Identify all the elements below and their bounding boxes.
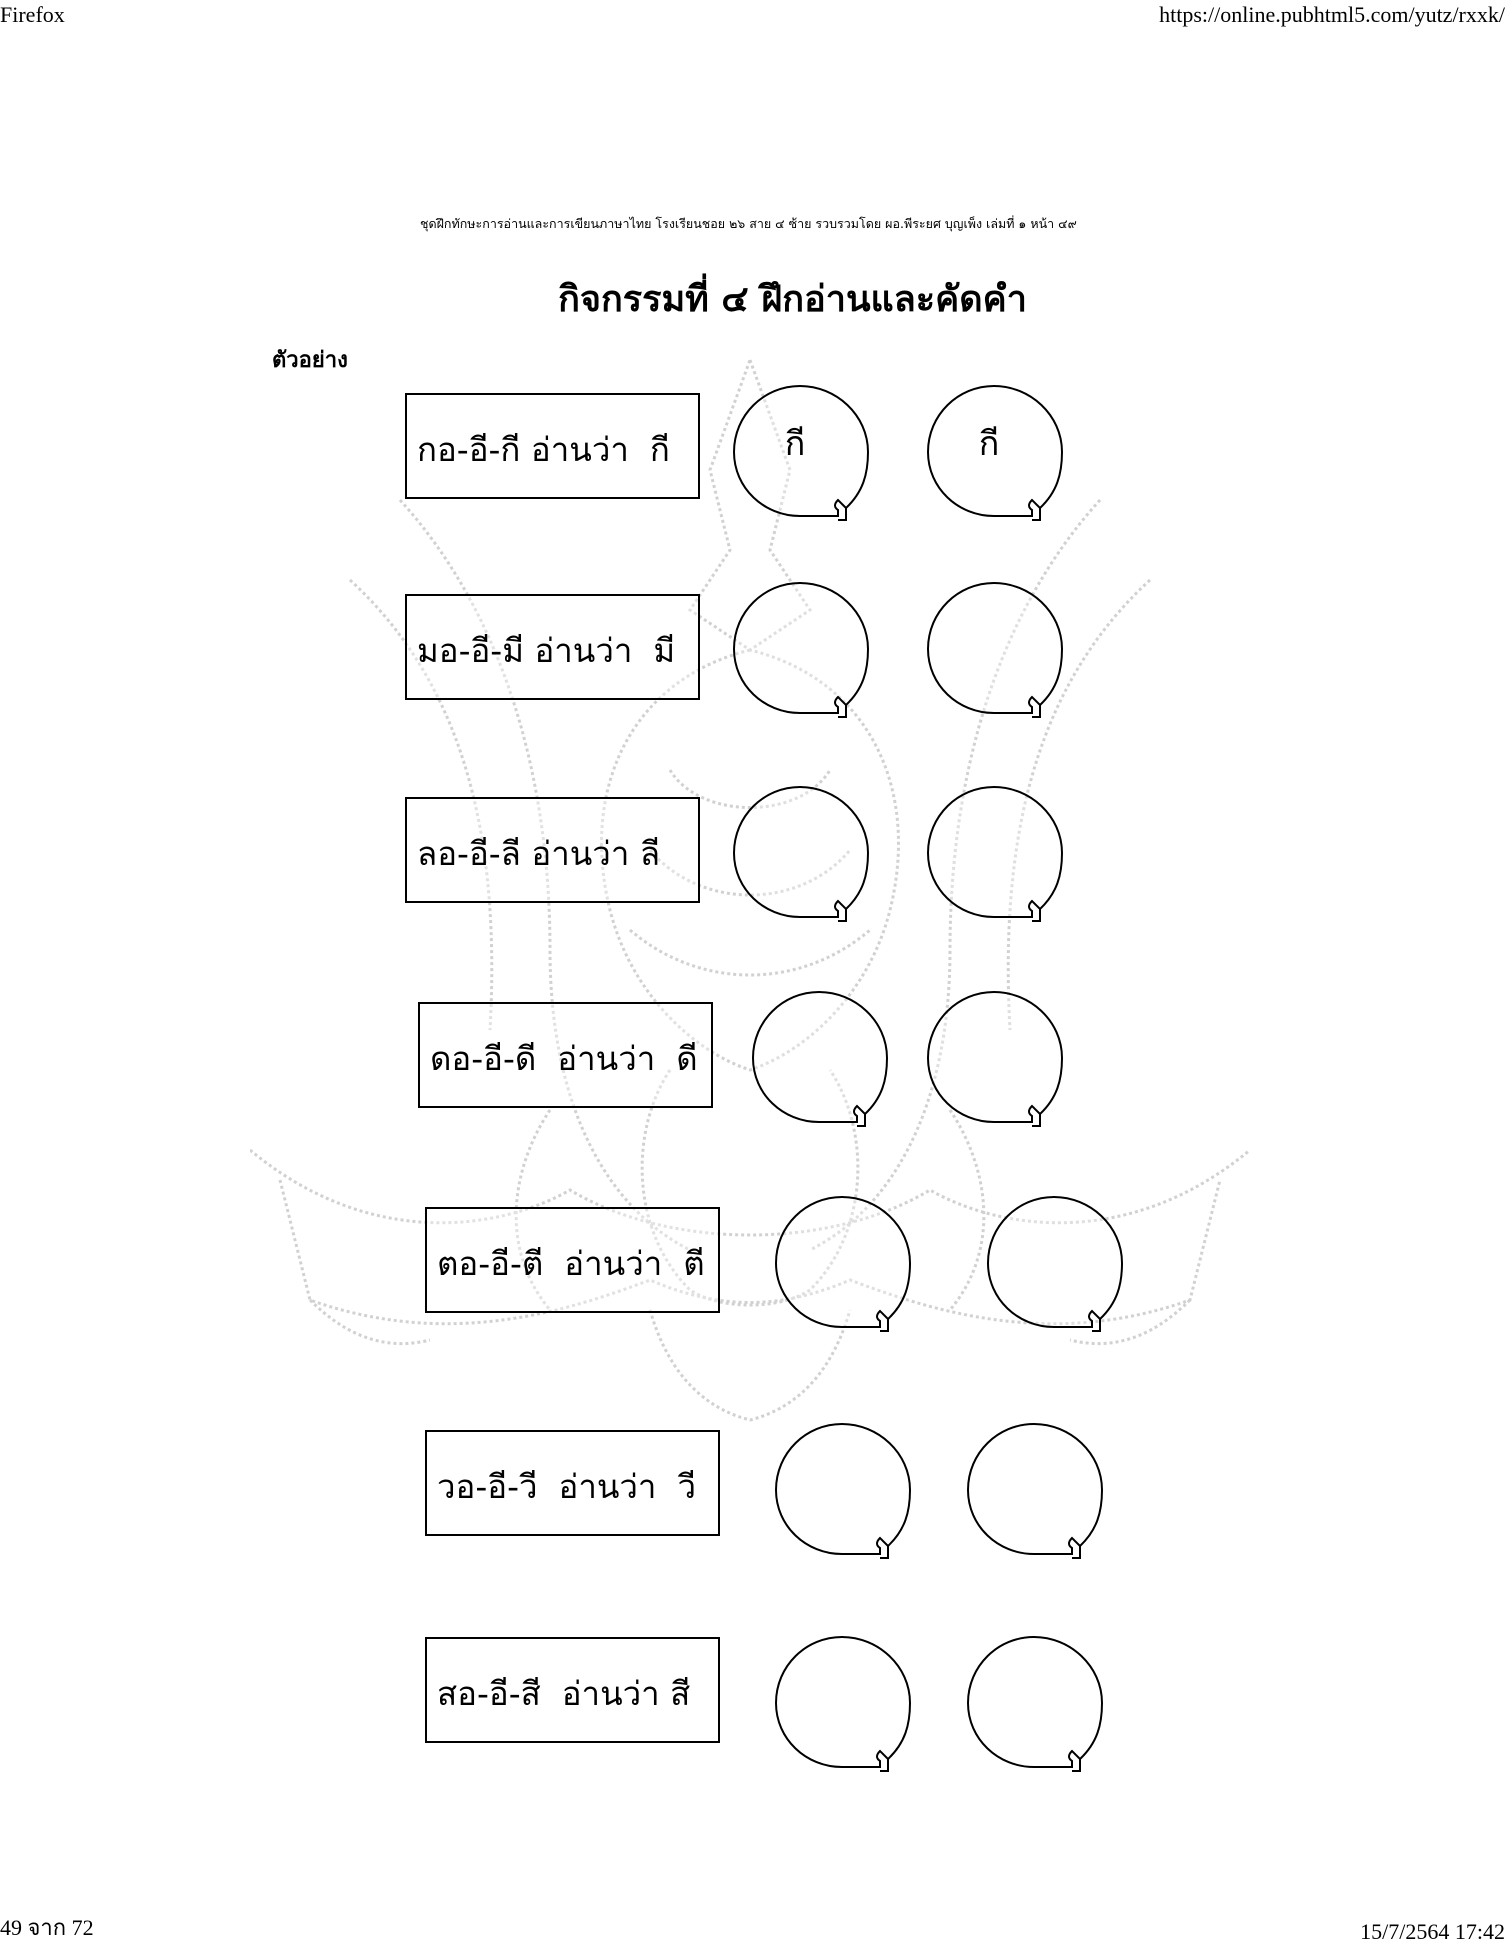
bubble-character [982,1191,1116,1319]
example-label: ตัวอย่าง [272,348,348,373]
writing-bubble [922,380,1072,530]
page-counter: 49 จาก 72 [0,1915,94,1940]
writing-bubble [922,986,1072,1136]
bubble-character [922,986,1056,1114]
bubble-character [962,1631,1096,1759]
browser-app-name: Firefox [0,2,65,27]
bubble-character [728,577,862,705]
reading-phrase-box: สอ-อี-สี อ่านว่า สี [425,1637,720,1743]
reading-phrase-box: ลอ-อี-ลี อ่านว่า ลี [405,797,700,903]
bubble-character: กี [784,424,806,464]
page-title: กิจกรรมที่ ๔ ฝึกอ่านและคัดคำ [558,279,1027,320]
bubble-character [770,1418,904,1546]
reading-phrase-box: วอ-อี-วี อ่านว่า วี [425,1430,720,1536]
bubble-character [922,781,1056,909]
page-url: https://online.pubhtml5.com/yutz/rxxk/ [1159,2,1505,27]
timestamp: 15/7/2564 17:42 [1360,1919,1505,1944]
bubble-character [922,577,1056,705]
bubble-character [747,986,881,1114]
writing-bubble [747,986,897,1136]
writing-bubble [728,380,878,530]
writing-bubble [922,781,1072,931]
reading-phrase-box: กอ-อี-กี อ่านว่า กี [405,393,700,499]
document-header: ชุดฝึกทักษะการอ่านและการเขียนภาษาไทย โรงเรียนชอย ๒๖ สาย ๔ ซ้าย รวบรวมโดย ผอ.พีระยศ บุญเพ็ง เล่มที่ ๑ หน้า ๔๙ [420,216,1077,231]
writing-bubble [728,577,878,727]
writing-bubble [770,1418,920,1568]
bubble-character [962,1418,1096,1546]
writing-bubble [922,577,1072,727]
writing-bubble [962,1631,1112,1781]
reading-phrase-box: ตอ-อี-ตี อ่านว่า ตี [425,1207,720,1313]
bubble-character [770,1191,904,1319]
writing-bubble [770,1191,920,1341]
reading-phrase-box: มอ-อี-มี อ่านว่า มี [405,594,700,700]
reading-phrase-box: ดอ-อี-ดี อ่านว่า ดี [418,1002,713,1108]
writing-bubble [728,781,878,931]
writing-bubble [982,1191,1132,1341]
bubble-character [770,1631,904,1759]
bubble-character [728,781,862,909]
writing-bubble [770,1631,920,1781]
bubble-character: กี [978,424,1000,464]
writing-bubble [962,1418,1112,1568]
